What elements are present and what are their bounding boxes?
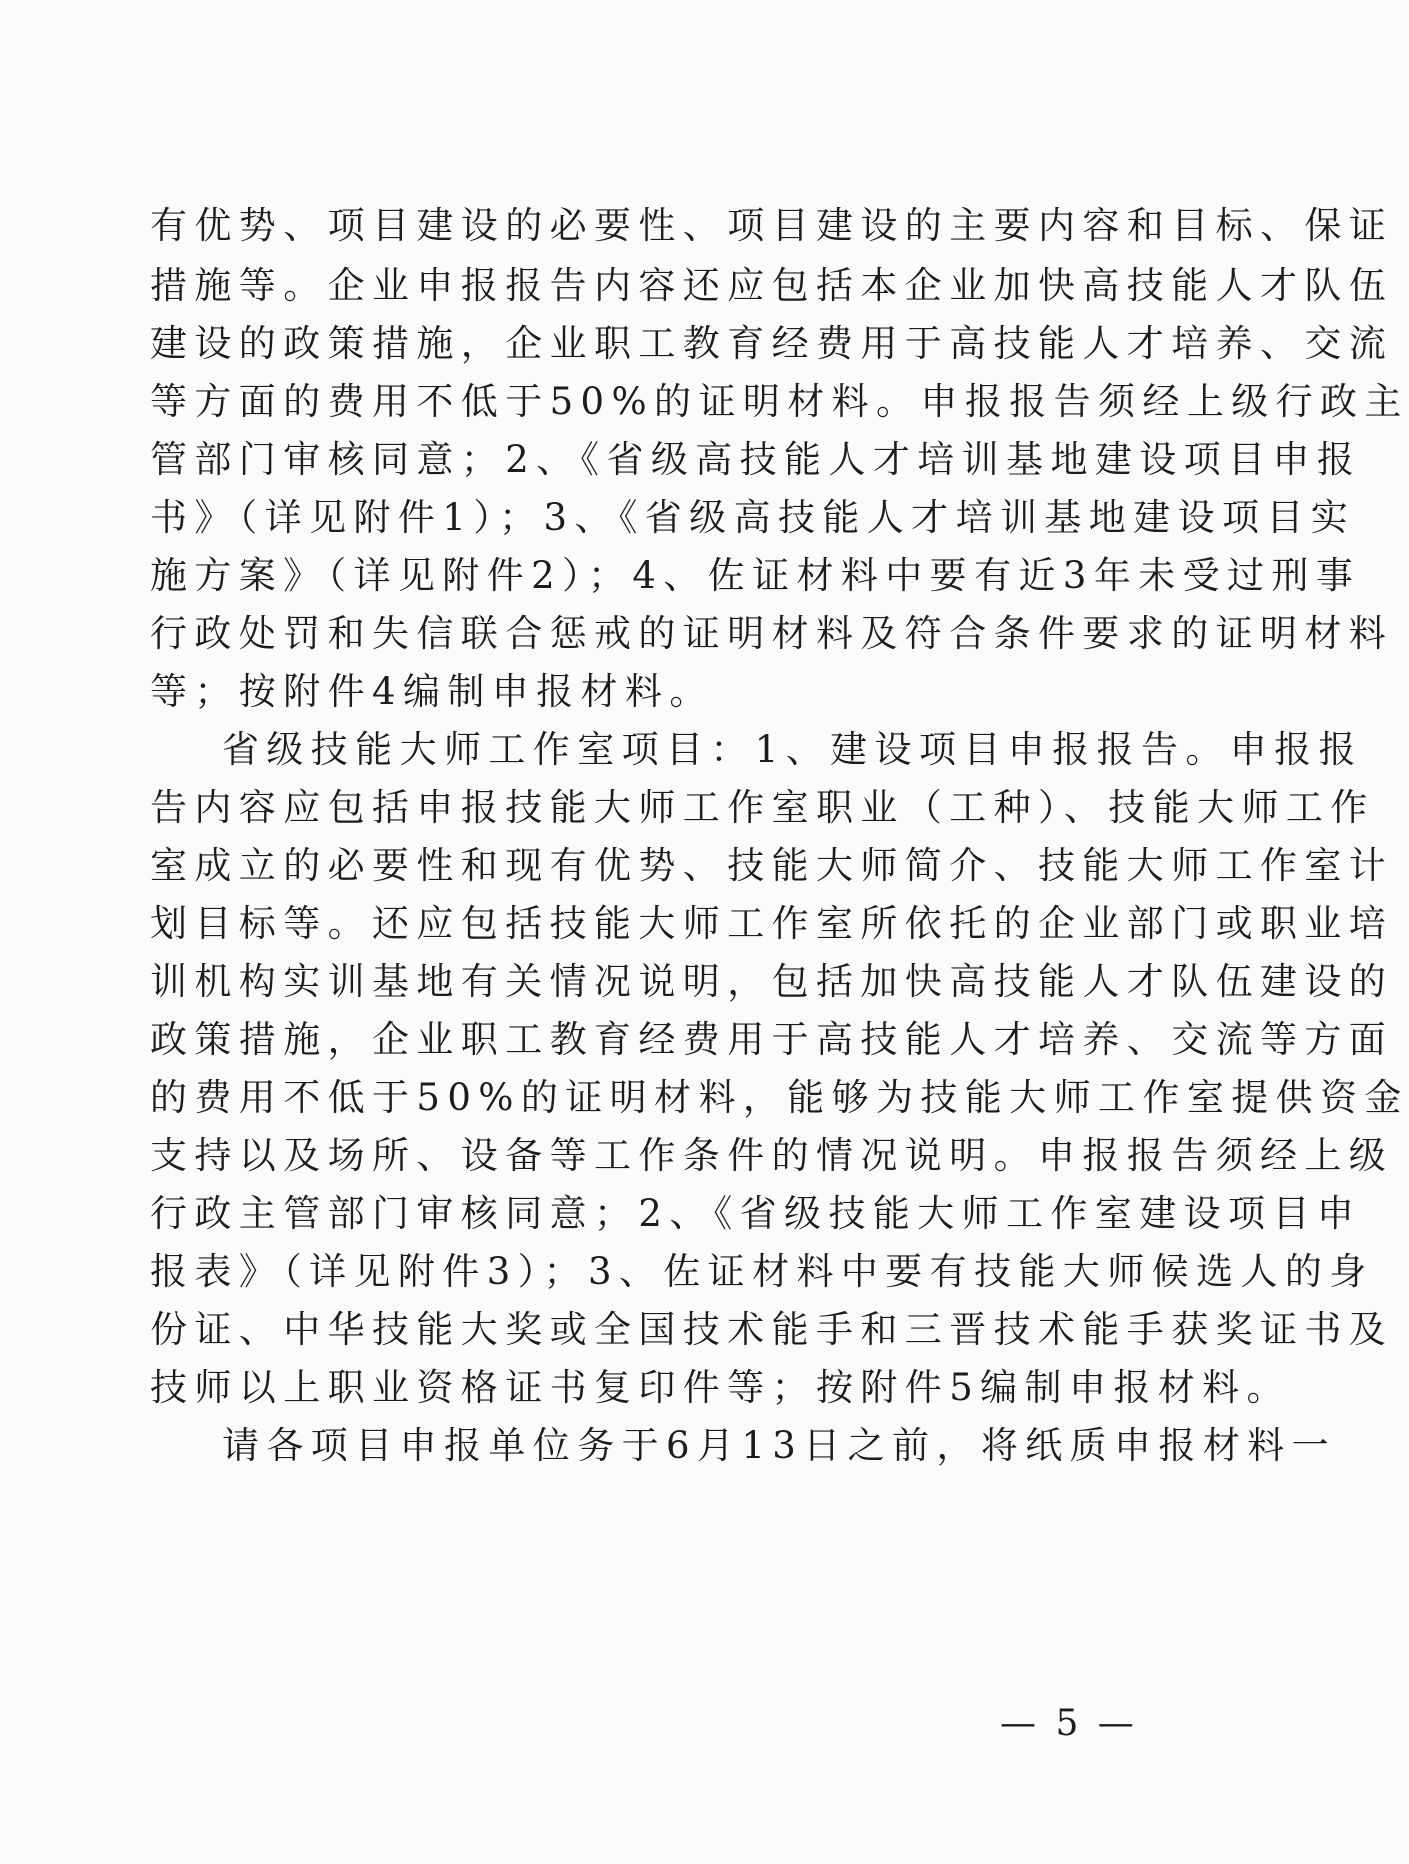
paragraph-line: 施方案》（详见附件2）；4、佐证材料中要有近3年未受过刑事 xyxy=(150,554,1361,597)
page-number-text: — 5 — xyxy=(1000,1703,1138,1744)
paragraph-line: 行政处罚和失信联合惩戒的证明材料及符合条件要求的证明材料 xyxy=(150,612,1394,655)
paragraph-first-line: 请各项目申报单位务于6月13日之前，将纸质申报材料一 xyxy=(222,1424,1337,1467)
paragraph-line: 政策措施，企业职工教育经费用于高技能人才培养、交流等方面 xyxy=(150,1018,1394,1061)
paragraph-line: 建设的政策措施，企业职工教育经费用于高技能人才培养、交流 xyxy=(150,322,1394,365)
paragraph-line: 报表》（详见附件3）；3、佐证材料中要有技能大师候选人的身 xyxy=(150,1250,1374,1293)
paragraph-line: 有优势、项目建设的必要性、项目建设的主要内容和目标、保证 xyxy=(150,204,1394,247)
paragraph-line: 训机构实训基地有关情况说明，包括加快高技能人才队伍建设的 xyxy=(150,960,1394,1003)
paragraph-line: 管部门审核同意；2、《省级高技能人才培训基地建设项目申报 xyxy=(150,438,1362,481)
paragraph-line: 告内容应包括申报技能大师工作室职业（工种）、技能大师工作 xyxy=(150,786,1375,829)
paragraph-line: 等方面的费用不低于50%的证明材料。申报报告须经上级行政主 xyxy=(150,380,1409,423)
paragraph-line: 措施等。企业申报报告内容还应包括本企业加快高技能人才队伍 xyxy=(150,264,1394,307)
paragraph-line: 支持以及场所、设备等工作条件的情况说明。申报报告须经上级 xyxy=(150,1134,1394,1177)
paragraph-line: 行政主管部门审核同意；2、《省级技能大师工作室建设项目申 xyxy=(150,1192,1362,1235)
paragraph-line: 技师以上职业资格证书复印件等；按附件5编制申报材料。 xyxy=(150,1366,1291,1409)
paragraph-line: 书》（详见附件1）；3、《省级高技能人才培训基地建设项目实 xyxy=(150,496,1356,539)
paragraph-line: 室成立的必要性和现有优势、技能大师简介、技能大师工作室计 xyxy=(150,844,1394,887)
paragraph-first-line: 省级技能大师工作室项目：1、建设项目申报报告。申报报 xyxy=(222,728,1363,771)
paragraph-line: 等；按附件4编制申报材料。 xyxy=(150,670,714,713)
paragraph-line: 份证、中华技能大奖或全国技术能手和三晋技术能手获奖证书及 xyxy=(150,1308,1394,1351)
paragraph-line: 的费用不低于50%的证明材料，能够为技能大师工作室提供资金 xyxy=(150,1076,1409,1119)
page-number xyxy=(0,1696,1280,1752)
paragraph-line: 划目标等。还应包括技能大师工作室所依托的企业部门或职业培 xyxy=(150,902,1394,945)
